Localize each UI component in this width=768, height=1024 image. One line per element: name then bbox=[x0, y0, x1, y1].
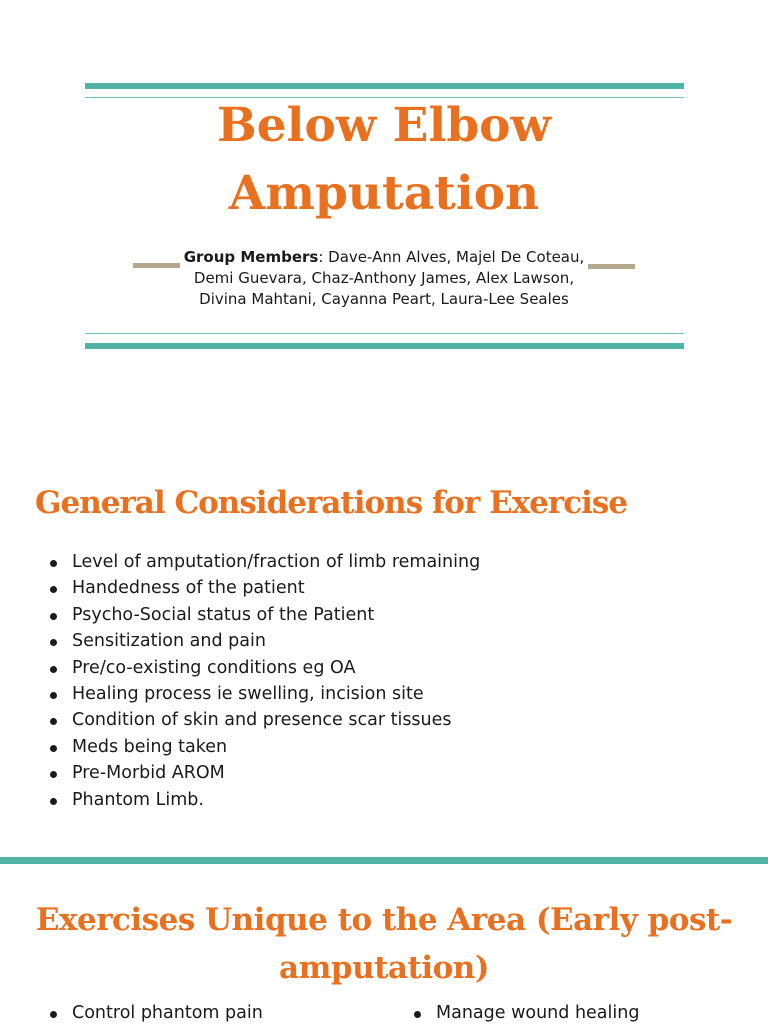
general-considerations-list bbox=[46, 549, 480, 813]
group-members-label: Group Members bbox=[183, 248, 319, 266]
unique-exercises-right-list bbox=[410, 1000, 639, 1024]
general-considerations-heading: General Considerations for Exercise bbox=[35, 485, 628, 521]
list-item-text: Control phantom pain bbox=[72, 1003, 263, 1023]
bullet-icon bbox=[50, 613, 57, 620]
list-item-text: Manage wound healing bbox=[436, 1003, 640, 1023]
list-item bbox=[46, 1000, 263, 1024]
list-item bbox=[46, 681, 480, 707]
group-members-list: : Dave-Ann Alves, Majel De Coteau, Demi Guevara, Chaz-Anthony James, Alex Lawson, Divina Mahtani, Cayanna Peart, Laura-Lee Seales bbox=[193, 248, 585, 308]
list-item-text: Level of amputation/fraction of limb remaining bbox=[72, 552, 481, 572]
list-item-text: Psycho-Social status of the Patient bbox=[72, 604, 375, 625]
unique-exercises-left-list bbox=[46, 1000, 263, 1024]
section-divider bbox=[0, 857, 768, 864]
bullet-icon bbox=[50, 639, 57, 646]
page-title-line2: Amputation bbox=[228, 166, 540, 221]
bullet-icon bbox=[50, 666, 57, 673]
bullet-icon bbox=[50, 1011, 57, 1018]
list-item bbox=[46, 575, 480, 601]
list-item-text: Meds being taken bbox=[72, 736, 228, 757]
bullet-icon bbox=[50, 692, 57, 699]
list-item bbox=[46, 734, 480, 760]
list-item-text: Pre-Morbid AROM bbox=[72, 763, 225, 784]
list-item-text: Condition of skin and presence scar tissues bbox=[72, 710, 452, 731]
list-item bbox=[46, 760, 480, 786]
list-item bbox=[46, 655, 480, 681]
bullet-icon bbox=[50, 560, 57, 567]
title-bottom-rule-thin bbox=[85, 333, 684, 334]
list-item bbox=[46, 602, 480, 628]
members-left-rule bbox=[133, 263, 180, 268]
group-members-text bbox=[180, 247, 588, 310]
page-title-line1: Below Elbow bbox=[216, 98, 551, 153]
list-item-text: Handedness of the patient bbox=[72, 578, 305, 599]
bullet-icon bbox=[50, 771, 57, 778]
list-item bbox=[410, 1000, 639, 1024]
bullet-icon bbox=[414, 1011, 421, 1018]
list-item bbox=[46, 787, 480, 813]
list-item-text: Pre/co-existing conditions eg OA bbox=[72, 657, 356, 678]
list-item bbox=[46, 549, 480, 575]
bullet-icon bbox=[50, 718, 57, 725]
members-right-rule bbox=[588, 264, 635, 269]
list-item-text: Sensitization and pain bbox=[72, 631, 266, 652]
bullet-icon bbox=[50, 798, 57, 805]
unique-exercises-heading: Exercises Unique to the Area (Early post-amputation) bbox=[35, 902, 733, 986]
list-item bbox=[46, 628, 480, 654]
list-item bbox=[46, 707, 480, 733]
list-item-text: Healing process ie swelling, incision site bbox=[72, 684, 424, 705]
title-top-rule-thick bbox=[85, 83, 684, 89]
bullet-icon bbox=[50, 586, 57, 593]
list-item-text: Phantom Limb. bbox=[72, 789, 204, 810]
title-bottom-rule-thick bbox=[85, 343, 684, 349]
bullet-icon bbox=[50, 745, 57, 752]
